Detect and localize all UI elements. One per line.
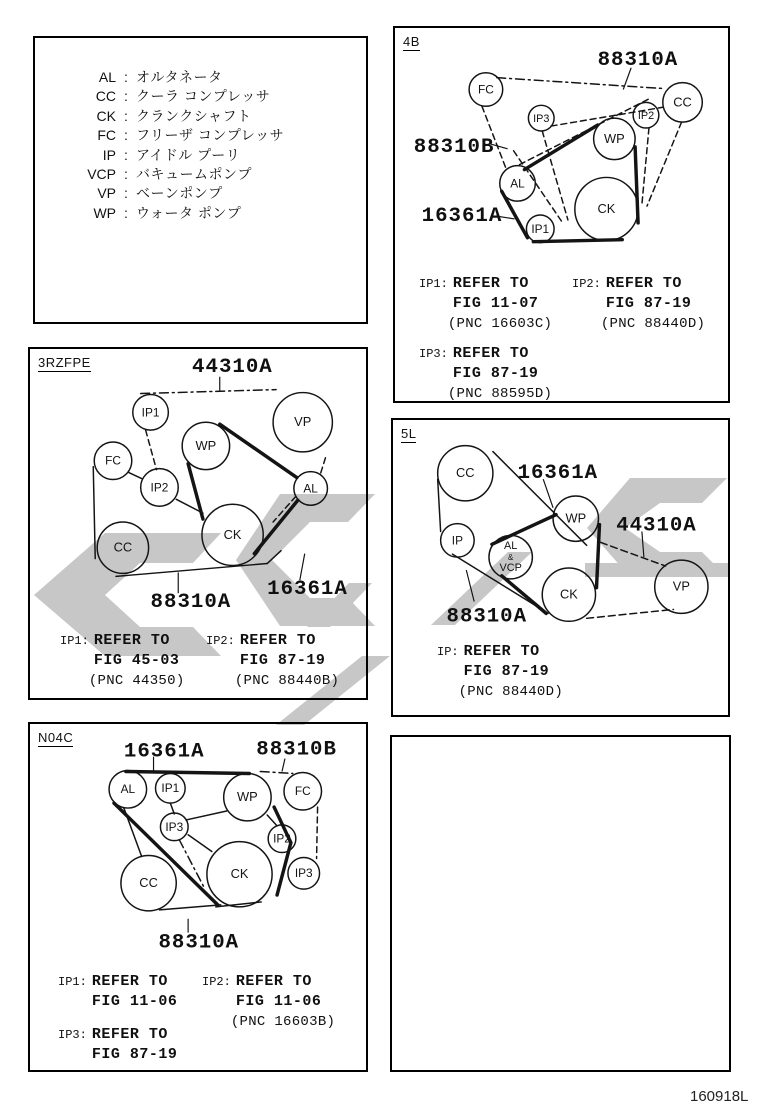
panel-title-5l: 5L: [401, 426, 417, 441]
pulley-label: CC: [139, 875, 158, 891]
pulley-label: IP2: [273, 831, 291, 846]
pulley-label: IP3: [294, 866, 313, 881]
part-number-label: 16361A: [517, 462, 599, 486]
legend-abbr: AL: [98, 69, 116, 85]
legend-desc: ベーンポンプ: [136, 185, 223, 202]
notes-3rzfpe: [30, 349, 366, 698]
pulley-label: IP3: [533, 113, 550, 126]
note-line: REFER TO: [239, 632, 316, 649]
legend-colon: :: [124, 185, 128, 202]
note-line: REFER TO: [463, 643, 540, 660]
part-number-label: 16361A: [421, 204, 503, 228]
pulley-label: IP1: [141, 405, 160, 420]
legend-colon: :: [124, 204, 128, 221]
note-prefix: IP2:: [202, 975, 231, 989]
notes-4b: [395, 28, 728, 401]
legend-colon: :: [124, 69, 128, 85]
pulley-label: VP: [294, 414, 312, 430]
note-prefix: IP1:: [58, 975, 87, 989]
pulley-label: IP3: [165, 819, 184, 834]
panel-title-4b: 4B: [403, 34, 420, 49]
page-code: 160918L: [690, 1088, 749, 1105]
note-prefix: IP2:: [206, 634, 235, 648]
pulley-label: AL & VCP: [499, 540, 522, 574]
legend-colon: :: [124, 88, 128, 105]
note-pnc: (PNC 16603B): [230, 1014, 336, 1030]
legend-abbr: CK: [96, 107, 116, 124]
note-line: REFER TO: [452, 345, 529, 362]
note-line: FIG 11-07: [452, 295, 539, 312]
legend-row: [68, 165, 366, 184]
note-body: [92, 1025, 178, 1065]
legend-colon: :: [124, 127, 128, 144]
note-line: REFER TO: [605, 275, 682, 292]
legend-desc: フリーザ コンプレッサ: [136, 127, 285, 144]
pulley-label: VP: [672, 578, 690, 594]
refer-note: [202, 972, 335, 1032]
pulley-label: WP: [604, 130, 625, 146]
pulley-label: FC: [478, 82, 494, 97]
legend-desc: アイドル プーリ: [136, 146, 241, 163]
legend-row: [68, 184, 366, 203]
legend-abbr: IP: [102, 146, 116, 163]
note-prefix: IP2:: [572, 277, 601, 291]
note-body: [234, 631, 340, 691]
note-body: [92, 972, 178, 1012]
part-number-label: 16361A: [267, 578, 348, 602]
panel-5l: [391, 418, 730, 717]
panel-title-n04c: N04C: [38, 730, 74, 745]
note-line: REFER TO: [452, 275, 529, 292]
legend-colon: :: [124, 107, 128, 124]
pulley-label: IP2: [637, 110, 655, 123]
panel-3rzfpe: [28, 347, 368, 700]
note-body: [88, 631, 185, 691]
empty-panel: [390, 735, 731, 1072]
legend-colon: :: [124, 166, 128, 183]
pulley-label: CC: [456, 465, 475, 481]
note-line: FIG 11-06: [91, 993, 178, 1010]
pulley-label: IP1: [161, 781, 180, 796]
note-pnc: (PNC 88440B): [234, 673, 340, 689]
legend-desc: クランクシャフト: [136, 107, 252, 124]
part-number-label: 88310B: [413, 135, 495, 159]
note-line: FIG 87-19: [239, 652, 326, 669]
legend-row: [68, 107, 366, 126]
panel-n04c: [28, 722, 368, 1072]
note-line: FIG 87-19: [452, 365, 539, 382]
legend-row: [68, 146, 366, 165]
pulley-label: AL: [303, 481, 318, 496]
pulley-label: AL: [120, 782, 136, 797]
part-number-label: 88310A: [150, 591, 232, 615]
pulley-label: CK: [223, 526, 242, 542]
refer-note: [572, 274, 705, 334]
pulley-label: WP: [237, 789, 258, 805]
legend-row: [68, 204, 366, 223]
pulley-label: CC: [673, 94, 692, 110]
refer-note: [437, 642, 563, 702]
note-line: FIG 87-19: [463, 663, 550, 680]
legend-abbr: VP: [97, 185, 116, 202]
part-number-label: 88310A: [446, 605, 528, 629]
pulley-label: FC: [105, 453, 121, 468]
legend-row: [68, 126, 366, 145]
pulley-label: IP1: [531, 221, 550, 236]
note-pnc: (PNC 16603C): [447, 316, 553, 332]
note-line: REFER TO: [91, 973, 168, 990]
legend-desc: バキュームポンプ: [136, 166, 252, 183]
pulley-label: IP2: [150, 480, 169, 495]
pulley-label: CK: [230, 866, 249, 882]
notes-n04c: [30, 724, 366, 1070]
legend-desc: オルタネータ: [136, 69, 223, 85]
pulley-label: CK: [597, 201, 616, 217]
refer-note: [206, 631, 339, 691]
note-line: FIG 11-06: [235, 993, 322, 1010]
legend-abbr: WP: [93, 204, 116, 221]
legend-abbr: CC: [95, 88, 116, 105]
note-line: FIG 87-19: [605, 295, 692, 312]
note-body: [230, 972, 336, 1032]
note-prefix: IP3:: [58, 1028, 87, 1042]
pulley-label: IP: [451, 533, 463, 548]
note-body: [600, 274, 706, 334]
note-line: REFER TO: [235, 973, 312, 990]
note-body: [447, 274, 553, 334]
pulley-label: CC: [113, 539, 133, 555]
refer-note: [419, 274, 552, 334]
panel-4b: [393, 26, 730, 403]
note-line: REFER TO: [91, 1026, 168, 1043]
note-line: FIG 87-19: [91, 1046, 178, 1063]
note-pnc: (PNC 88595D): [447, 386, 553, 402]
note-prefix: IP3:: [419, 347, 448, 361]
note-pnc: (PNC 44350): [88, 673, 185, 689]
note-body: [447, 344, 553, 404]
pulley-label: CK: [559, 586, 578, 602]
part-number-label: 16361A: [123, 740, 205, 764]
legend-desc: ウォータ ポンプ: [136, 204, 242, 221]
refer-note: [58, 1025, 177, 1065]
legend-row: [68, 68, 366, 87]
note-line: FIG 45-03: [93, 652, 180, 669]
legend-colon: :: [124, 146, 128, 163]
legend-abbr: FC: [97, 127, 116, 144]
note-prefix: IP1:: [60, 634, 89, 648]
part-number-label: 88310A: [597, 48, 679, 72]
note-prefix: IP1:: [419, 277, 448, 291]
pulley-label: WP: [565, 510, 587, 526]
legend-desc: クーラ コンプレッサ: [136, 88, 271, 105]
note-body: [458, 642, 564, 702]
notes-5l: [393, 420, 728, 715]
note-line: REFER TO: [93, 632, 170, 649]
note-pnc: (PNC 88440D): [458, 684, 564, 700]
part-number-label: 44310A: [616, 514, 697, 538]
note-pnc: (PNC 88440D): [600, 316, 706, 332]
legend-abbr: VCP: [87, 166, 116, 183]
refer-note: [60, 631, 185, 691]
part-number-label: 44310A: [192, 355, 273, 379]
part-number-label: 88310B: [256, 738, 337, 762]
refer-note: [58, 972, 177, 1012]
legend-row: [68, 87, 366, 106]
panel-title-3rzfpe: 3RZFPE: [38, 355, 91, 370]
refer-note: [419, 344, 552, 404]
note-prefix: IP:: [437, 645, 459, 659]
pulley-label: WP: [195, 437, 217, 453]
part-number-label: 88310A: [158, 931, 240, 955]
pulley-label: FC: [294, 784, 311, 799]
pulley-label: AL: [510, 176, 525, 191]
legend-panel: [33, 36, 368, 324]
